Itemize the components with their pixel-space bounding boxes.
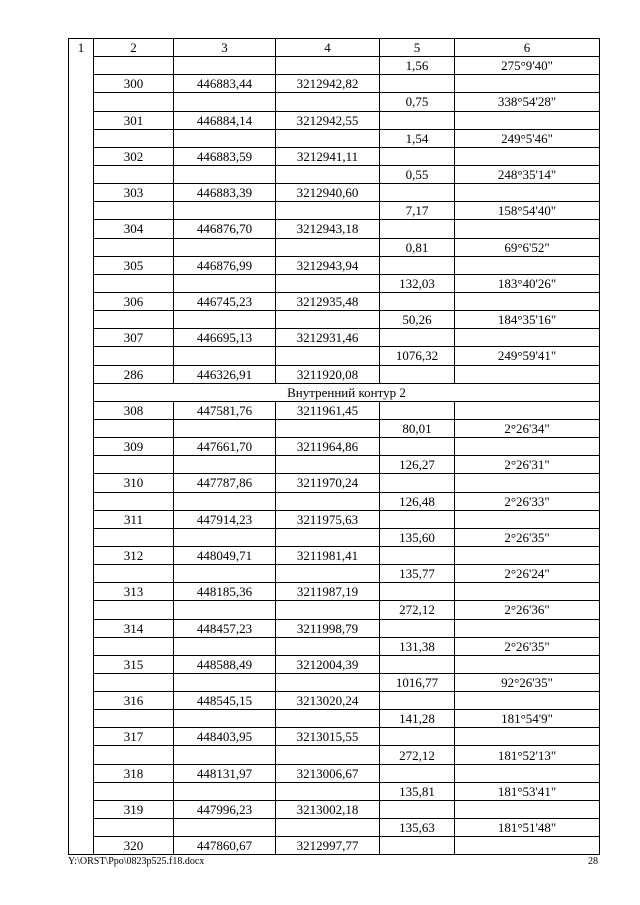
- section-row: [69, 383, 600, 401]
- table-row: [69, 528, 600, 546]
- table-cell: [276, 637, 380, 655]
- table-cell: [94, 565, 174, 583]
- table-row: [69, 274, 600, 292]
- table-cell: [94, 419, 174, 437]
- table-cell: 3211970,24: [276, 474, 380, 492]
- table-cell: 135,63: [380, 819, 455, 837]
- table-cell: 181°51'48": [455, 819, 600, 837]
- table-row: [69, 75, 600, 93]
- table-cell: [455, 583, 600, 601]
- table-cell: 313: [94, 583, 174, 601]
- table-cell: 3212942,55: [276, 111, 380, 129]
- table-cell: 0,81: [380, 238, 455, 256]
- table-row: [69, 728, 600, 746]
- table-cell: 3212931,46: [276, 329, 380, 347]
- table-cell: 2°26'33": [455, 492, 600, 510]
- table-row: [69, 692, 600, 710]
- table-cell: 3211975,63: [276, 510, 380, 528]
- table-cell: [380, 111, 455, 129]
- table-cell: 447661,70: [174, 438, 276, 456]
- table-cell: 3211981,41: [276, 546, 380, 564]
- table-cell: [455, 75, 600, 93]
- table-cell: 0,75: [380, 93, 455, 111]
- table-cell: 305: [94, 256, 174, 274]
- table-cell: [94, 456, 174, 474]
- table-cell: [174, 129, 276, 147]
- table-cell: 135,77: [380, 565, 455, 583]
- table-cell: [276, 93, 380, 111]
- table-cell: [94, 202, 174, 220]
- table-cell: 306: [94, 292, 174, 310]
- table-cell: [94, 57, 174, 75]
- table-cell: 3212004,39: [276, 655, 380, 673]
- footer-file-path: Y:\ORST\Ppo\0823p525.f18.docx: [68, 856, 205, 867]
- table-cell: [276, 565, 380, 583]
- table-cell: 300: [94, 75, 174, 93]
- table-cell: [94, 274, 174, 292]
- table-cell: [174, 238, 276, 256]
- table-cell: [380, 365, 455, 383]
- table-cell: [276, 57, 380, 75]
- table-cell: 447860,67: [174, 837, 276, 855]
- table-row: [69, 184, 600, 202]
- table-cell: [380, 655, 455, 673]
- table-row: [69, 147, 600, 165]
- table-cell: 275°9'40": [455, 57, 600, 75]
- table-cell: [174, 274, 276, 292]
- table-cell: [380, 728, 455, 746]
- table-cell: [94, 746, 174, 764]
- table-cell: 181°52'13": [455, 746, 600, 764]
- table-cell: 3212940,60: [276, 184, 380, 202]
- section-title: Внутренний контур 2: [94, 383, 600, 401]
- table-cell: 2°26'36": [455, 601, 600, 619]
- table-row: [69, 129, 600, 147]
- table-cell: 248°35'14": [455, 165, 600, 183]
- table-row: [69, 746, 600, 764]
- table-cell: 141,28: [380, 710, 455, 728]
- table-cell: 2°26'24": [455, 565, 600, 583]
- table-cell: [174, 347, 276, 365]
- table-cell: 3212941,11: [276, 147, 380, 165]
- table-row: [69, 492, 600, 510]
- table-cell: 3213002,18: [276, 800, 380, 818]
- group-cell: [69, 57, 94, 855]
- table-row: [69, 510, 600, 528]
- table-cell: 181°53'41": [455, 782, 600, 800]
- table-cell: [174, 492, 276, 510]
- table-cell: 3211961,45: [276, 401, 380, 419]
- table-cell: [276, 746, 380, 764]
- table-cell: 249°5'46": [455, 129, 600, 147]
- table-cell: [455, 111, 600, 129]
- table-cell: [94, 238, 174, 256]
- table-cell: [276, 782, 380, 800]
- table-cell: [94, 129, 174, 147]
- table-cell: [380, 692, 455, 710]
- table-cell: 132,03: [380, 274, 455, 292]
- table-row: [69, 401, 600, 419]
- table-cell: [380, 510, 455, 528]
- table-cell: 448403,95: [174, 728, 276, 746]
- table-cell: [380, 583, 455, 601]
- table-cell: [455, 401, 600, 419]
- table-cell: 446695,13: [174, 329, 276, 347]
- table-row: [69, 311, 600, 329]
- table-cell: 310: [94, 474, 174, 492]
- table-cell: [380, 474, 455, 492]
- table-cell: 448131,97: [174, 764, 276, 782]
- table-cell: 3211920,08: [276, 365, 380, 383]
- table-cell: [380, 147, 455, 165]
- table-cell: 446883,44: [174, 75, 276, 93]
- table-cell: [455, 728, 600, 746]
- table-cell: [455, 764, 600, 782]
- table-cell: 3212943,94: [276, 256, 380, 274]
- table-cell: [276, 492, 380, 510]
- table-cell: [455, 692, 600, 710]
- table-cell: 448545,15: [174, 692, 276, 710]
- table-row: [69, 655, 600, 673]
- table-cell: 317: [94, 728, 174, 746]
- table-cell: [276, 274, 380, 292]
- table-cell: 2°26'35": [455, 637, 600, 655]
- table-cell: [174, 565, 276, 583]
- table-cell: 135,60: [380, 528, 455, 546]
- table-cell: [94, 93, 174, 111]
- coordinates-table: [68, 38, 600, 855]
- table-row: [69, 220, 600, 238]
- table-row: [69, 329, 600, 347]
- table-cell: [276, 419, 380, 437]
- table-cell: [455, 147, 600, 165]
- table-cell: 183°40'26": [455, 274, 600, 292]
- table-cell: 316: [94, 692, 174, 710]
- table-row: [69, 165, 600, 183]
- table-cell: 446876,99: [174, 256, 276, 274]
- table-cell: 3212935,48: [276, 292, 380, 310]
- table-cell: [276, 311, 380, 329]
- table-cell: [174, 202, 276, 220]
- table-cell: [455, 438, 600, 456]
- table-cell: [94, 710, 174, 728]
- table-cell: 126,27: [380, 456, 455, 474]
- table-cell: [380, 764, 455, 782]
- table-cell: [455, 800, 600, 818]
- table-cell: [94, 311, 174, 329]
- table-cell: 3211998,79: [276, 619, 380, 637]
- table-cell: [174, 93, 276, 111]
- table-cell: [174, 528, 276, 546]
- table-row: [69, 474, 600, 492]
- table-cell: 447581,76: [174, 401, 276, 419]
- table-cell: [94, 782, 174, 800]
- table-cell: [174, 456, 276, 474]
- table-cell: [174, 710, 276, 728]
- table-cell: 286: [94, 365, 174, 383]
- table-cell: 2°26'34": [455, 419, 600, 437]
- table-cell: [380, 619, 455, 637]
- table-cell: 447914,23: [174, 510, 276, 528]
- table-cell: 184°35'16": [455, 311, 600, 329]
- table-row: [69, 819, 600, 837]
- table-cell: [380, 184, 455, 202]
- table-cell: [94, 492, 174, 510]
- table-cell: 448588,49: [174, 655, 276, 673]
- table-cell: 1076,32: [380, 347, 455, 365]
- table-cell: [455, 256, 600, 274]
- header-cell: 1: [69, 39, 94, 57]
- table-cell: 7,17: [380, 202, 455, 220]
- table-cell: 309: [94, 438, 174, 456]
- table-cell: [380, 546, 455, 564]
- table-cell: 446745,23: [174, 292, 276, 310]
- table-cell: 3213020,24: [276, 692, 380, 710]
- table-cell: 320: [94, 837, 174, 855]
- table-cell: 272,12: [380, 601, 455, 619]
- table-cell: 80,01: [380, 419, 455, 437]
- header-cell: 5: [380, 39, 455, 57]
- table-cell: [380, 75, 455, 93]
- table-cell: [174, 601, 276, 619]
- table-cell: [276, 238, 380, 256]
- table-cell: [380, 292, 455, 310]
- table-cell: 0,55: [380, 165, 455, 183]
- table-cell: [276, 165, 380, 183]
- table-cell: 314: [94, 619, 174, 637]
- table-cell: 447787,86: [174, 474, 276, 492]
- table-cell: [455, 184, 600, 202]
- table-cell: 249°59'41": [455, 347, 600, 365]
- table-cell: 158°54'40": [455, 202, 600, 220]
- table-row: [69, 238, 600, 256]
- table-row: [69, 347, 600, 365]
- table-row: [69, 782, 600, 800]
- table-cell: 50,26: [380, 311, 455, 329]
- table-cell: 447996,23: [174, 800, 276, 818]
- table-row: [69, 292, 600, 310]
- header-row: [69, 39, 600, 57]
- table-cell: [276, 601, 380, 619]
- table-cell: [455, 837, 600, 855]
- table-cell: [174, 165, 276, 183]
- table-cell: 181°54'9": [455, 710, 600, 728]
- table-cell: [94, 673, 174, 691]
- table-cell: 319: [94, 800, 174, 818]
- table-row: [69, 438, 600, 456]
- table-cell: 3213015,55: [276, 728, 380, 746]
- header-cell: 6: [455, 39, 600, 57]
- table-cell: 448049,71: [174, 546, 276, 564]
- table-cell: [455, 655, 600, 673]
- table-cell: 446883,39: [174, 184, 276, 202]
- table-cell: [174, 746, 276, 764]
- header-cell: 3: [174, 39, 276, 57]
- table-cell: 92°26'35": [455, 673, 600, 691]
- table-row: [69, 93, 600, 111]
- table-cell: [174, 782, 276, 800]
- table-row: [69, 710, 600, 728]
- table-row: [69, 456, 600, 474]
- table-cell: [94, 601, 174, 619]
- table-cell: [455, 510, 600, 528]
- table-cell: [174, 419, 276, 437]
- table-cell: [455, 619, 600, 637]
- table-cell: 69°6'52": [455, 238, 600, 256]
- table-cell: 304: [94, 220, 174, 238]
- table-row: [69, 764, 600, 782]
- table-cell: [276, 528, 380, 546]
- table-cell: 272,12: [380, 746, 455, 764]
- table-row: [69, 419, 600, 437]
- table-cell: [174, 819, 276, 837]
- table-cell: 308: [94, 401, 174, 419]
- table-cell: [380, 220, 455, 238]
- table-cell: 303: [94, 184, 174, 202]
- table-row: [69, 202, 600, 220]
- table-cell: 446876,70: [174, 220, 276, 238]
- table-cell: [380, 401, 455, 419]
- table-cell: 126,48: [380, 492, 455, 510]
- table-cell: [455, 546, 600, 564]
- table-cell: [276, 673, 380, 691]
- table-row: [69, 546, 600, 564]
- table-cell: [455, 292, 600, 310]
- table-cell: [174, 311, 276, 329]
- table-cell: [174, 57, 276, 75]
- table-row: [69, 256, 600, 274]
- table-cell: [94, 528, 174, 546]
- table-cell: 318: [94, 764, 174, 782]
- table-cell: 3211987,19: [276, 583, 380, 601]
- table-cell: 3211964,86: [276, 438, 380, 456]
- table-cell: 301: [94, 111, 174, 129]
- table-cell: 2°26'35": [455, 528, 600, 546]
- table-cell: 1,54: [380, 129, 455, 147]
- table-cell: [455, 365, 600, 383]
- table-row: [69, 637, 600, 655]
- table-cell: [94, 637, 174, 655]
- table-cell: [276, 456, 380, 474]
- table-cell: [174, 673, 276, 691]
- table-cell: 3213006,67: [276, 764, 380, 782]
- footer-page-number: 28: [588, 856, 598, 867]
- table-row: [69, 583, 600, 601]
- table-cell: 446326,91: [174, 365, 276, 383]
- table-cell: 448457,23: [174, 619, 276, 637]
- table-row: [69, 57, 600, 75]
- table-cell: 446884,14: [174, 111, 276, 129]
- table-cell: [276, 819, 380, 837]
- table-row: [69, 800, 600, 818]
- table-cell: [276, 202, 380, 220]
- table-row: [69, 673, 600, 691]
- table-row: [69, 565, 600, 583]
- table-cell: [94, 819, 174, 837]
- table-cell: 446883,59: [174, 147, 276, 165]
- table-cell: [94, 165, 174, 183]
- table-row: [69, 619, 600, 637]
- table-cell: [380, 837, 455, 855]
- table-cell: [380, 256, 455, 274]
- table-cell: 3212997,77: [276, 837, 380, 855]
- table-cell: [380, 438, 455, 456]
- table-cell: 3212943,18: [276, 220, 380, 238]
- table-cell: [455, 220, 600, 238]
- header-cell: 2: [94, 39, 174, 57]
- table-cell: [380, 329, 455, 347]
- table-cell: 315: [94, 655, 174, 673]
- table-cell: [174, 637, 276, 655]
- table-cell: [380, 800, 455, 818]
- table-cell: 307: [94, 329, 174, 347]
- table-cell: 135,81: [380, 782, 455, 800]
- table-cell: [455, 474, 600, 492]
- table-cell: [276, 347, 380, 365]
- table-cell: 3212942,82: [276, 75, 380, 93]
- table-cell: 448185,36: [174, 583, 276, 601]
- table-cell: 1,56: [380, 57, 455, 75]
- table-cell: 312: [94, 546, 174, 564]
- table-row: [69, 601, 600, 619]
- table-cell: [276, 710, 380, 728]
- table-cell: [94, 347, 174, 365]
- table-cell: 2°26'31": [455, 456, 600, 474]
- table-cell: 302: [94, 147, 174, 165]
- table-row: [69, 365, 600, 383]
- header-cell: 4: [276, 39, 380, 57]
- table-cell: 1016,77: [380, 673, 455, 691]
- table-cell: 311: [94, 510, 174, 528]
- table-row: [69, 111, 600, 129]
- table-row: [69, 837, 600, 855]
- table-cell: 338°54'28": [455, 93, 600, 111]
- table-cell: [276, 129, 380, 147]
- table-cell: [455, 329, 600, 347]
- table-cell: 131,38: [380, 637, 455, 655]
